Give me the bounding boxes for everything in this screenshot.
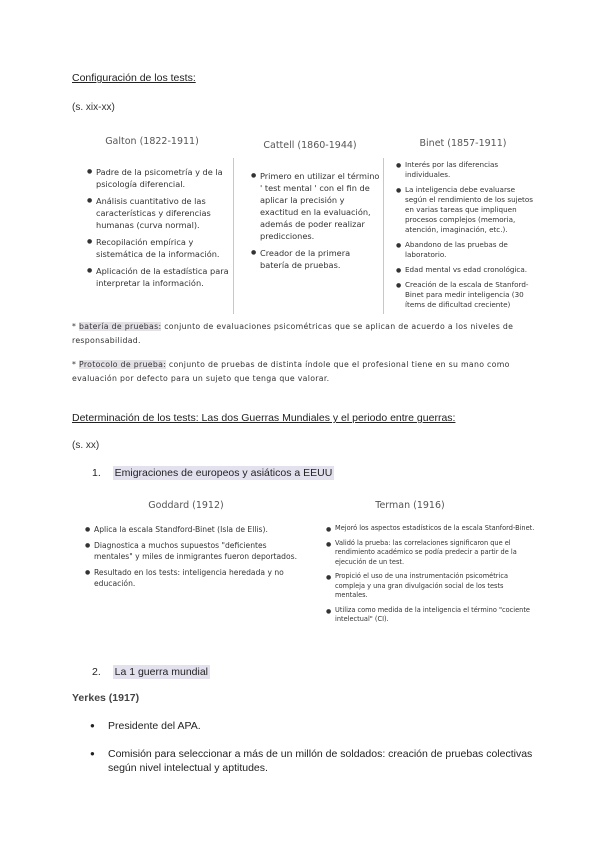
- list-item: ● Aplicación de la estadística para interpretar la información.: [96, 265, 232, 289]
- list-item: ● Análisis cuantitativo de las características y diferencias humanas (curva normal).: [96, 195, 232, 231]
- section1-title: Configuración de los tests:: [72, 72, 196, 84]
- cattell-list: [250, 170, 380, 276]
- cattell-heading: Cattell (1860-1944): [263, 140, 357, 151]
- yerkes-heading: Yerkes (1917): [72, 692, 140, 704]
- binet-heading: Binet (1857-1911): [419, 138, 507, 149]
- note-term: batería de pruebas:: [78, 322, 162, 331]
- list-item: ● Mejoró los aspectos estadísticos de la escala Stanford-Binet.: [335, 524, 537, 534]
- note-bateria: [72, 320, 532, 348]
- list-item: ● Propició el uso de una instrumentación psicométrica compleja y una gran divulgación social de los tests mentales.: [335, 572, 537, 601]
- note-prefix: *: [72, 360, 77, 369]
- section2-subtitle: (s. xx): [72, 440, 100, 451]
- goddard-list: [84, 524, 304, 594]
- item-number: 2.: [92, 666, 101, 678]
- list-item: ● Creador de la primera batería de pruebas.: [260, 247, 380, 271]
- goddard-heading: Goddard (1912): [148, 500, 224, 511]
- item-label: Emigraciones de europeos y asiáticos a EEUU: [114, 467, 333, 479]
- yerkes-list: [108, 719, 538, 780]
- note-text: conjunto de pruebas de distinta índole que el profesional tiene en su mano como evaluación por defecto para un sujeto que tenga que valorar.: [72, 360, 510, 383]
- terman-heading: Terman (1916): [375, 500, 445, 511]
- list-item: ● Aplica la escala Standford-Binet (Isla de Ellis).: [94, 524, 304, 535]
- item-label: La 1 guerra mundial: [114, 666, 209, 678]
- list-item: ● Resultado en los tests: inteligencia heredada y no educación.: [94, 567, 304, 589]
- note-text: conjunto de evaluaciones psicométricas que se aplican de acuerdo a los niveles de responsabilidad.: [72, 322, 514, 345]
- numbered-item-2: [92, 666, 210, 678]
- list-item: ● Edad mental vs edad cronológica.: [405, 265, 535, 275]
- list-item: ● La inteligencia debe evaluarse según el rendimiento de los sujetos en varias tareas que impliquen procesos complejos (memoria, atención, imaginación, etc.).: [405, 185, 535, 235]
- list-item: ● Recopilación empírica y sistemática de la información.: [96, 236, 232, 260]
- note-protocolo: [72, 358, 532, 386]
- list-item: ● Diagnostica a muchos supuestos "deficientes mentales" y miles de inmigrantes fueron deportados.: [94, 540, 304, 562]
- list-item: ● Abandono de las pruebas de laboratorio.: [405, 240, 535, 260]
- note-prefix: *: [72, 322, 77, 331]
- galton-list: [86, 166, 232, 294]
- column-divider: [383, 158, 384, 314]
- list-item: ● Comisión para seleccionar a más de un millón de soldados: creación de pruebas colectivas según nivel intelectual y aptitudes.: [108, 747, 538, 775]
- section2-title: Determinación de los tests: Las dos Guerras Mundiales y el periodo entre guerras:: [72, 412, 456, 424]
- binet-list: [395, 160, 535, 315]
- galton-heading: Galton (1822-1911): [105, 136, 199, 147]
- list-item: ● Validó la prueba: las correlaciones significaron que el rendimiento académico se podía predecir a partir de la ejecución de un test.: [335, 539, 537, 568]
- list-item: ● Primero en utilizar el término ' test mental ' con el fin de aplicar la precisión y exactitud en la evaluación, además de poder realizar predicciones.: [260, 170, 380, 242]
- section1-subtitle: (s. xix-xx): [72, 102, 115, 113]
- note-term: Protocolo de prueba:: [78, 360, 167, 369]
- list-item: ● Interés por las diferencias individuales.: [405, 160, 535, 180]
- list-item: ● Padre de la psicometría y de la psicología diferencial.: [96, 166, 232, 190]
- numbered-item-1: [92, 467, 334, 479]
- list-item: ● Utiliza como medida de la inteligencia el término "cociente intelectual" (CI).: [335, 606, 537, 625]
- column-divider: [233, 158, 234, 314]
- list-item: ● Creación de la escala de Stanford-Binet para medir inteligencia (30 ítems de dificultad creciente): [405, 280, 535, 310]
- list-item: ● Presidente del APA.: [108, 719, 538, 733]
- terman-list: [325, 524, 537, 630]
- item-number: 1.: [92, 467, 101, 479]
